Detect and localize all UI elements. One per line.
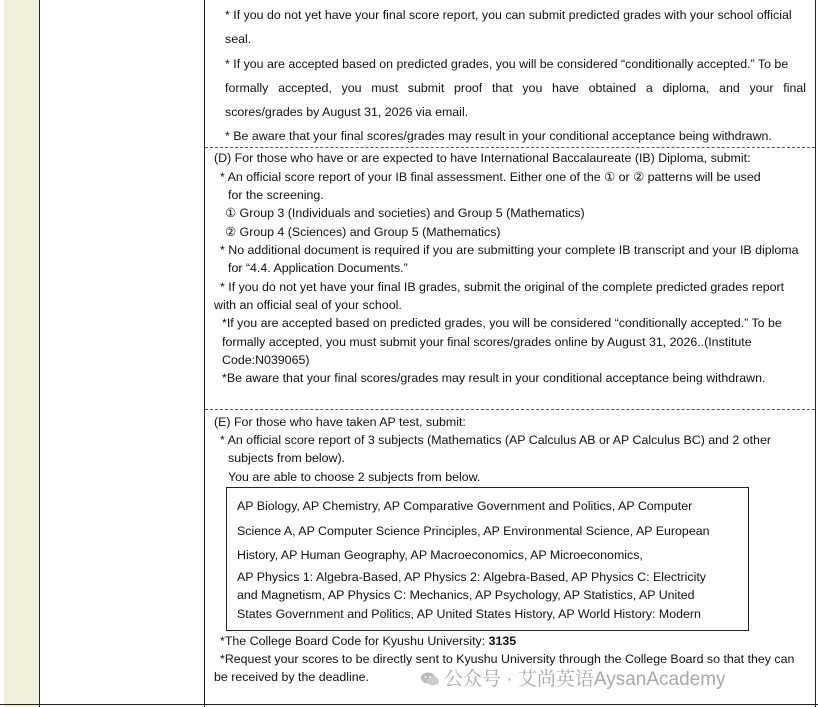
section-c-line-1: * If you do not yet have your final score report, you can submit predicted grades with your school official [225,8,792,22]
section-c-line-4: formally accepted, you must submit proof that you have obtained a diploma, and your final [225,81,806,95]
section-e-heading: (E) For those who have taken AP test, submit: [214,415,466,429]
section-d-line-7: * If you do not yet have your final IB grades, submit the original of the complete predicted grades report [220,280,785,294]
section-d-line-10: formally accepted, you must submit your final scores/grades online by August 31, 2026..(Institute [222,335,752,349]
section-divider [205,147,815,148]
ap-subjects-line-6: States Government and Politics, AP United States History, AP World History: Modern [237,607,701,621]
college-board-code-label: *The College Board Code for Kyushu University: [220,634,489,648]
section-c-line-3: * If you are accepted based on predicted grades, you will be considered “conditionally accepted.” To be [225,57,789,71]
section-e-line-3: You are able to choose 2 subjects from below. [228,470,481,484]
section-d-line-12: *Be aware that your final scores/grades may result in your conditional acceptance being withdrawn. [222,371,766,385]
ap-subjects-line-5: and Magnetism, AP Physics C: Mechanics, AP Psychology, AP Statistics, AP United [237,588,695,602]
section-e-line-5: be received by the deadline. [214,670,369,684]
ap-subjects-line-1: AP Biology, AP Chemistry, AP Comparative Government and Politics, AP Computer [237,499,693,513]
watermark [420,664,726,691]
section-d-line-9: *If you are accepted based on predicted grades, you will be considered “conditionally accepted.” To be [222,316,782,330]
table-category-column [40,0,205,707]
ap-subjects-line-4: AP Physics 1: Algebra-Based, AP Physics 2: Algebra-Based, AP Physics C: Electricity [237,570,707,584]
section-e-line-4: *Request your scores to be directly sent to Kyushu University through the College Board so that they can [220,652,795,666]
section-d-line-1: * An official score report of your IB final assessment. Either one of the ① or ② patterns will be used [220,170,761,184]
section-d-line-3: ① Group 3 (Individuals and societies) and Group 5 (Mathematics) [225,206,585,220]
watermark-text: 公众号 · 艾尚英语AysanAcademy [444,669,726,690]
college-board-code-line [220,633,516,649]
section-c-line-2: seal. [225,32,252,46]
section-divider [205,409,815,410]
section-d-line-2: for the screening. [228,188,324,202]
section-d-heading: (D) For those who have or are expected to have International Baccalaureate (IB) Diploma, submit: [214,151,751,165]
section-e-line-2: subjects from below). [228,451,346,465]
ap-subjects-line-2: Science A, AP Computer Science Principles, AP Environmental Science, AP European [237,524,710,538]
wechat-icon [420,671,440,687]
section-d-line-5: * No additional document is required if you are submitting your complete IB transcript and your IB diploma [220,243,799,257]
section-e-line-1: * An official score report of 3 subjects (Mathematics (AP Calculus AB or AP Calculus BC) and 2 other [220,433,771,447]
table-right-border [815,0,816,707]
table-label-column [4,0,40,707]
section-c-line-5: scores/grades by August 31, 2026 via email. [225,105,469,119]
section-d-line-4: ② Group 4 (Sciences) and Group 5 (Mathematics) [225,225,501,239]
section-d-line-6: for “4.4. Application Documents.” [228,261,408,275]
section-d-line-8: with an official seal of your school. [214,298,402,312]
section-d-line-11: Code:N039065) [222,353,310,367]
ap-subjects-line-3: History, AP Human Geography, AP Macroeconomics, AP Microeconomics, [237,548,643,562]
college-board-code-value: 3135 [488,634,517,648]
section-c-line-6: * Be aware that your final scores/grades may result in your conditional acceptance being withdrawn. [225,129,772,143]
table-bottom-border [0,704,818,705]
